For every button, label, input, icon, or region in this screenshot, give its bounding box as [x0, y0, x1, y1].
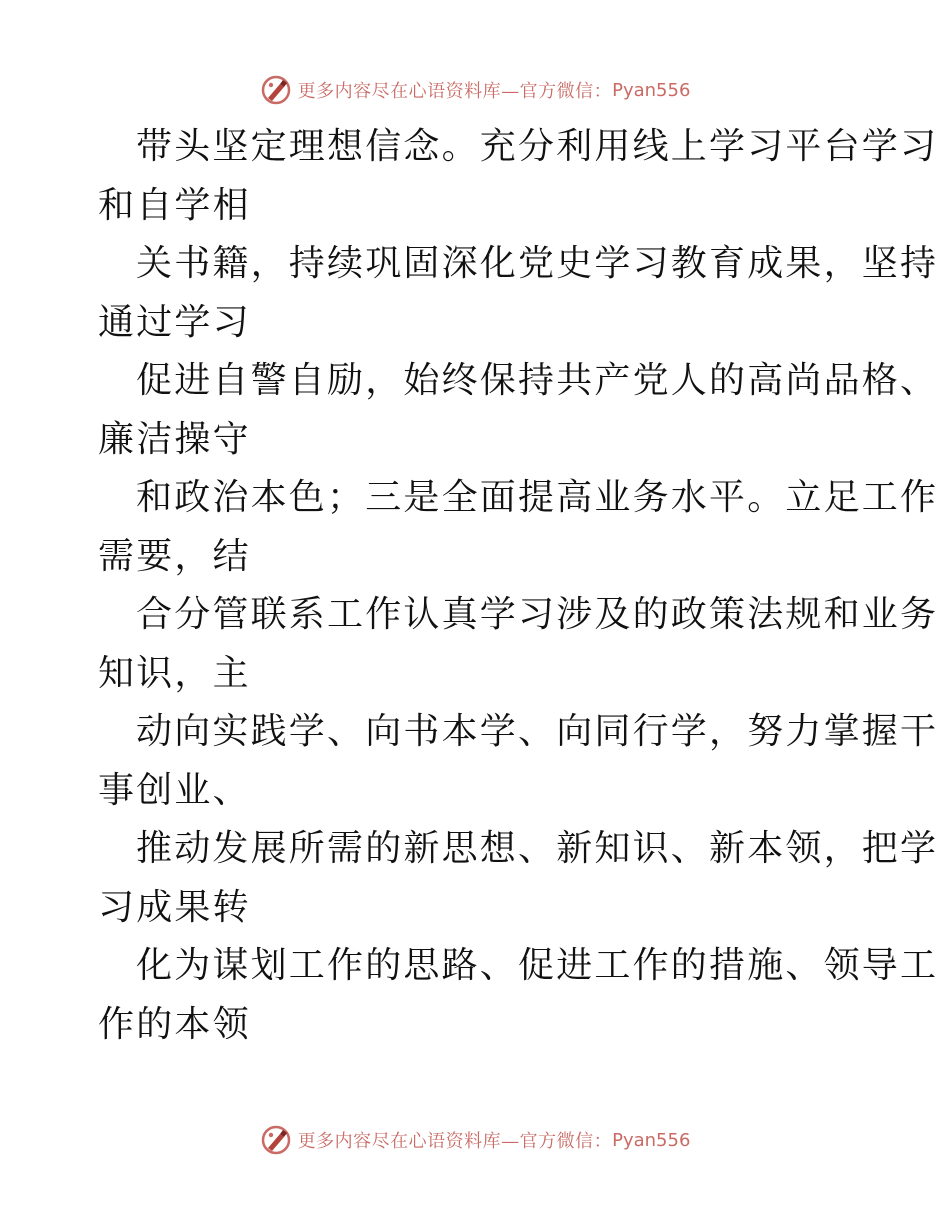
text-line: 作的本领: [98, 1003, 251, 1045]
text-line: 推动发展所需的新思想、新知识、新本领，把学: [136, 828, 939, 869]
text-line: 化为谋划工作的思路、促进工作的措施、领导工: [136, 945, 939, 986]
watermark-text: 更多内容尽在心语资料库—官方微信：: [297, 81, 613, 102]
text-line: 知识，主: [98, 652, 251, 694]
document-body: [98, 118, 939, 1054]
watermark-wechat-id: Pyan556: [612, 1129, 691, 1151]
text-line: 关书籍，持续巩固深化党史学习教育成果，坚持: [136, 243, 939, 284]
text-line: 廉洁操守: [98, 418, 251, 460]
text-line: 合分管联系工作认真学习涉及的政策法规和业务: [136, 594, 939, 635]
pen-logo-icon: [260, 1124, 292, 1156]
pen-logo-icon: [260, 74, 292, 106]
text-line: 促进自警自励，始终保持共产党人的高尚品格、: [136, 360, 939, 401]
watermark-text: 更多内容尽在心语资料库—官方微信：: [297, 1131, 613, 1152]
watermark-header: [0, 72, 950, 108]
text-line: 需要，结: [98, 535, 251, 577]
text-line: 和政治本色；三是全面提高业务水平。立足工作: [136, 477, 939, 518]
watermark-wechat-id: Pyan556: [612, 79, 691, 101]
text-line: 带头坚定理想信念。充分利用线上学习平台学习: [136, 126, 939, 167]
text-line: 事创业、: [98, 769, 251, 811]
text-line: 和自学相: [98, 184, 251, 226]
text-line: 习成果转: [98, 886, 251, 928]
text-line: 动向实践学、向书本学、向同行学，努力掌握干: [136, 711, 939, 752]
text-line: 通过学习: [98, 301, 251, 343]
watermark-footer: [0, 1122, 950, 1158]
